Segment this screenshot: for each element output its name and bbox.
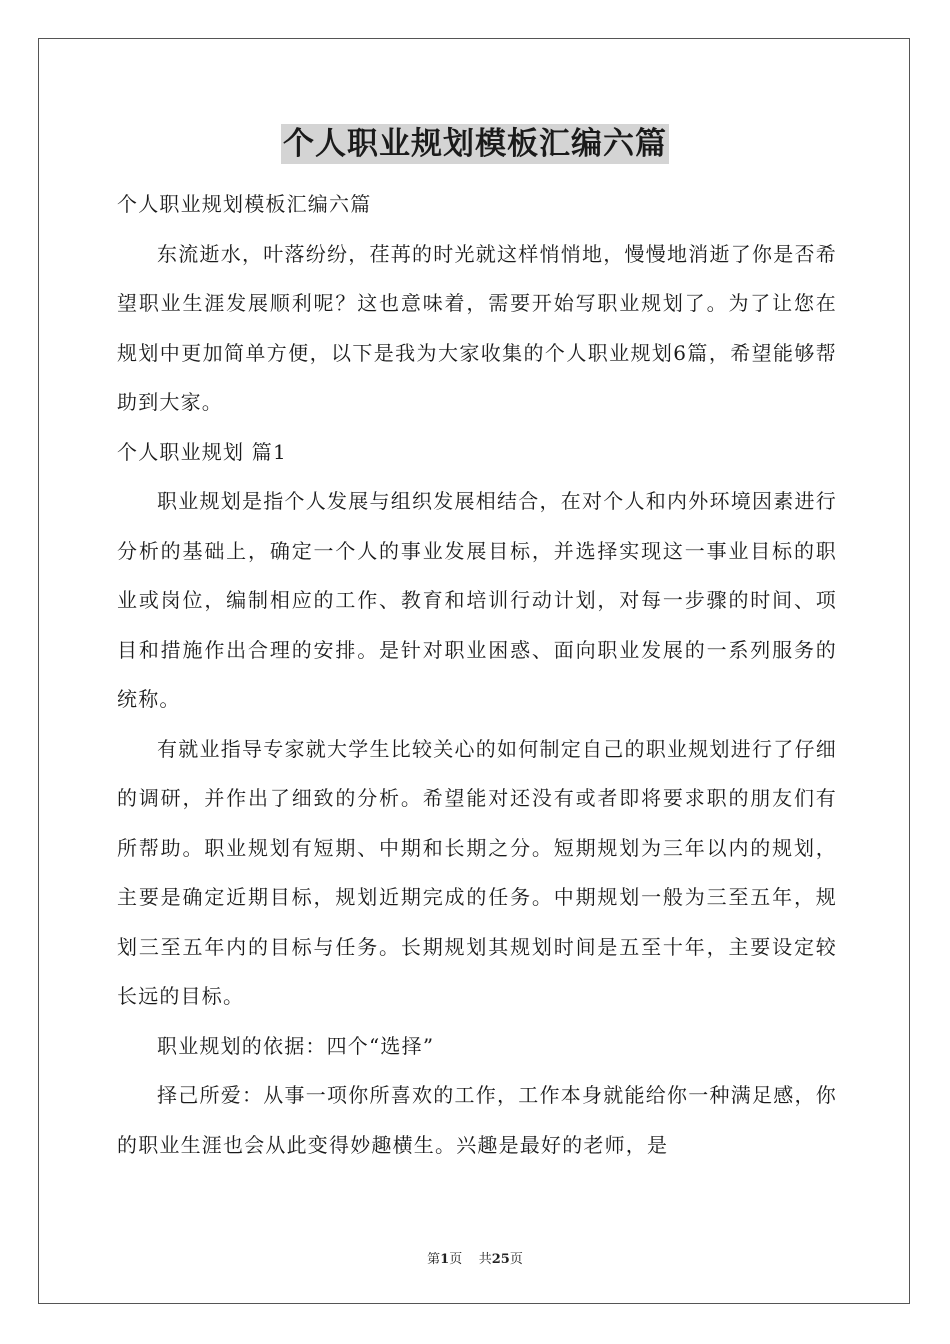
document-title: 个人职业规划模板汇编六篇 (283, 126, 667, 162)
body-paragraph-2: 有就业指导专家就大学生比较关心的如何制定自己的职业规划进行了仔细的调研，并作出了细致的分析。希望能对还没有或者即将要求职的朋友们有所帮助。职业规划有短期、中期和长期之分。短期规划为三年以内的规划，主要是确定近期目标，规划近期完成的任务。中期规划一般为三至五年，规划三至五年内的目标与任务。长期规划其规划时间是五至十年，主要设定较长远的目标。 (117, 736, 837, 1008)
intro-paragraph: 东流逝水，叶落纷纷，荏苒的时光就这样悄悄地，慢慢地消逝了你是否希望职业生涯发展顺利呢？这也意味着，需要开始写职业规划了。为了让您在规划中更加简单方便，以下是我为大家收集的个人职业规划6篇，希望能够帮助到大家。 (117, 241, 837, 414)
page-suffix: 页 (449, 1252, 463, 1267)
document-body (117, 180, 837, 1170)
document-subtitle: 个人职业规划模板汇编六篇 (117, 192, 372, 216)
title-container (0, 124, 950, 164)
total-suffix: 页 (509, 1252, 523, 1267)
body-paragraph-1: 职业规划是指个人发展与组织发展相结合，在对个人和内外环境因素进行分析的基础上，确定一个人的事业发展目标，并选择实现这一事业目标的职业或岗位，编制相应的工作、教育和培训行动计划，对每一步骤的时间、项目和措施作出合理的安排。是针对职业困惑、面向职业发展的一系列服务的统称。 (117, 489, 837, 711)
page-prefix: 第 (427, 1252, 441, 1267)
page-footer (0, 1248, 950, 1267)
page-number: 1 (440, 1252, 450, 1267)
body-paragraph-3: 职业规划的依据：四个“选择” (157, 1033, 435, 1058)
body-paragraph-4: 择己所爱：从事一项你所喜欢的工作，工作本身就能给你一种满足感，你的职业生涯也会从此变得妙趣横生。兴趣是最好的老师，是 (117, 1083, 837, 1157)
total-prefix: 共 (478, 1252, 492, 1267)
total-pages: 25 (491, 1252, 510, 1267)
section-heading: 个人职业规划 篇1 (117, 439, 287, 464)
